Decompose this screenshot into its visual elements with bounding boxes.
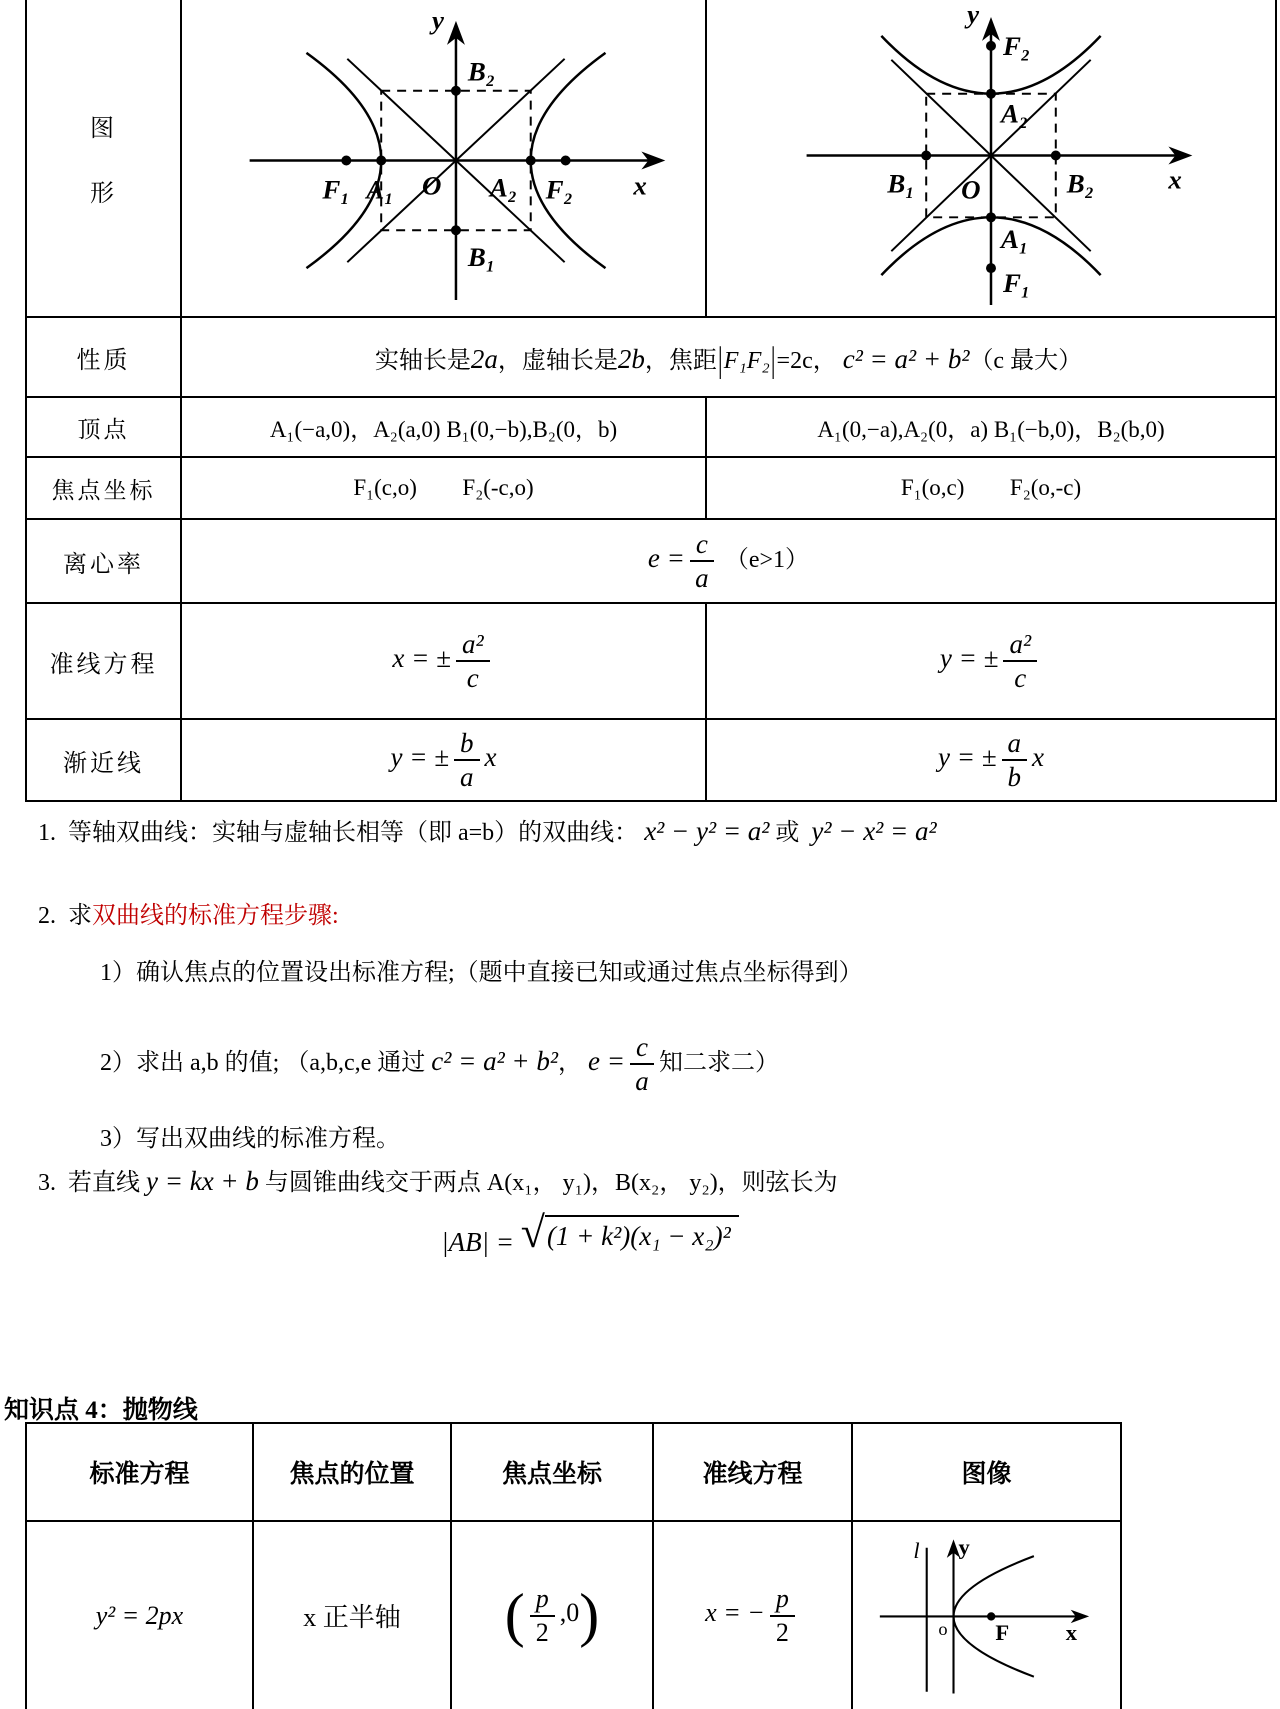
cell-properties (181, 317, 1276, 397)
coord-denominator: 2 (535, 1617, 549, 1647)
directrix-numerator: p (770, 1584, 795, 1616)
abs-bar: | (770, 340, 776, 380)
a2-label: A₂ (1000, 98, 1029, 129)
b1-label: B₁ (887, 168, 915, 199)
properties-2b: 2b (617, 343, 645, 374)
cell-foci-right (706, 457, 1276, 519)
properties-c-max: （c 最大） (969, 347, 1083, 374)
properties-text: 实轴长是 (374, 347, 471, 374)
note-text: 与圆锥曲线交于两点 A(x₁， y₁)，B(x₂， y₂)，则弦长为 (264, 1170, 838, 1196)
properties-2a: 2a (470, 343, 498, 374)
a1-label: A₁ (365, 174, 394, 205)
directrix-numerator: a² (456, 629, 490, 662)
origin-label: o (937, 1618, 948, 1639)
cell-graph (852, 1521, 1121, 1709)
chord-lhs: |AB| = (441, 1227, 515, 1257)
directrix-denominator: 2 (775, 1617, 789, 1647)
focus-f1: F₁(o,c) (900, 475, 965, 500)
properties-text: ，虚轴长是 (497, 347, 618, 374)
a2-label: A₂ (489, 172, 517, 203)
hyperbola-x-diagram (194, 1, 694, 315)
eccentricity-condition: （e>1） (724, 546, 810, 573)
directrix-label: l (912, 1537, 920, 1563)
header-focus-position: 焦点的位置 (253, 1423, 451, 1521)
cell-directrix (653, 1521, 852, 1709)
f1-label: F₁ (1002, 268, 1031, 299)
focus-f2: F₂(-c,o) (462, 475, 534, 500)
right-paren: ) (579, 1582, 600, 1649)
parabola-diagram (857, 1526, 1117, 1706)
hyperbola-properties-table (25, 0, 1277, 802)
directrix-lhs: y = ± (939, 642, 999, 673)
asymptote-numerator: b (454, 728, 480, 761)
directrix-lhs: x = ± (392, 642, 451, 673)
f2-label: F₂ (545, 174, 573, 205)
note-text: 等轴双曲线：实轴与虚轴长相等（即 a=b）的双曲线： (68, 820, 639, 846)
step-1: 1）确认焦点的位置设出标准方程;（题中直接已知或通过焦点坐标得到） (100, 960, 863, 986)
graph-label-char2: 形 (90, 181, 117, 207)
c-squared-formula: c² = a² + b² (842, 343, 970, 374)
cell-eccentricity (181, 519, 1276, 603)
step-3: 3）写出双曲线的标准方程。 (100, 1126, 400, 1152)
coord-numerator: p (530, 1584, 555, 1616)
x-axis-label: x (632, 170, 647, 201)
directrix-denominator: c (466, 663, 479, 693)
cell-focus-coordinates (451, 1521, 653, 1709)
eccentricity-numerator: c (630, 1032, 654, 1065)
f1-label: F₁ (321, 174, 350, 205)
header-standard-equation: 标准方程 (26, 1423, 253, 1521)
row-label-asymptotes: 渐近线 (26, 719, 181, 801)
row-vertices (26, 397, 1276, 457)
cell-vertices-left: A₁(−a,0)，A₂(a,0) B₁(0,−b),B₂(0，b) (181, 397, 706, 457)
b2-label: B₂ (1066, 168, 1095, 199)
note-text: 若直线 (68, 1170, 140, 1196)
step-2 (100, 1032, 779, 1096)
parabola-table (25, 1422, 1122, 1709)
row-label-properties: 性质 (26, 317, 181, 397)
note-or: 或 (775, 820, 800, 846)
coord-rest: ,0 (559, 1598, 580, 1628)
note-equilateral-hyperbola (38, 812, 937, 847)
row-label-eccentricity: 离心率 (26, 519, 181, 603)
row-label-graph (26, 0, 181, 317)
section-heading-parabola: 知识点 4：抛物线 (4, 1397, 198, 1424)
step-text: 知二求二） (658, 1049, 779, 1076)
focus-label: F (994, 1619, 1009, 1645)
cell-asymptote-left (181, 719, 706, 801)
focus-f1: F₁(c,o) (353, 475, 417, 500)
eccentricity-lhs: e = (588, 1045, 625, 1076)
formula-c2: c² = a² + b² (431, 1045, 558, 1076)
formula-x2-y2: x² − y² = a² (644, 816, 770, 846)
asymptote-rhs: x (484, 741, 497, 772)
header-directrix-equation: 准线方程 (653, 1423, 852, 1521)
note-text: 求 (68, 903, 92, 929)
parabola-header-row (26, 1423, 1121, 1521)
chord-radicand: (1 + k²)(x₁ − x₂)² (545, 1215, 739, 1252)
row-eccentricity (26, 519, 1276, 603)
asymptote-lhs: y = ± (390, 741, 450, 772)
left-paren: ( (504, 1582, 525, 1649)
formula-y2-x2: y² − x² = a² (811, 816, 937, 846)
row-label-foci: 焦点坐标 (26, 457, 181, 519)
cell-focus-position: x 正半轴 (253, 1521, 451, 1709)
note-chord-length (38, 1162, 838, 1197)
x-axis-label: x (1168, 164, 1182, 195)
note-number: 1. (38, 820, 56, 846)
asymptote-lhs: y = ± (937, 741, 997, 772)
x-axis-label: x (1065, 1619, 1077, 1645)
note-standard-equation-steps (38, 895, 339, 930)
directrix-lhs: x = − (705, 1598, 765, 1628)
row-asymptotes (26, 719, 1276, 801)
b1-label: B₁ (467, 242, 495, 273)
cell-graph-left (181, 0, 706, 317)
asymptote-denominator: b (1007, 762, 1022, 792)
header-graph: 图像 (852, 1423, 1121, 1521)
a1-label: A₁ (1000, 224, 1029, 255)
asymptote-denominator: a (460, 762, 474, 792)
row-graph (26, 0, 1276, 317)
note-red-text: 双曲线的标准方程步骤: (92, 903, 339, 929)
abs-bar: | (717, 340, 723, 380)
f2-label: F₂ (1002, 30, 1031, 61)
eccentricity-lhs: e = (647, 542, 685, 573)
note-number: 3. (38, 1170, 56, 1196)
note-number: 2. (38, 903, 56, 929)
cell-graph-right (706, 0, 1276, 317)
origin-label: O (961, 174, 981, 205)
radical-sign: √ (520, 1208, 545, 1257)
y-axis-label: y (431, 4, 444, 35)
eccentricity-numerator: c (690, 529, 714, 562)
asymptote-numerator: a (1002, 728, 1028, 761)
directrix-denominator: c (1014, 663, 1027, 693)
origin-label: O (421, 170, 442, 201)
b2-label: B₂ (467, 56, 495, 87)
row-foci (26, 457, 1276, 519)
cell-directrix-right (706, 603, 1276, 719)
y-axis-label: y (967, 1, 980, 29)
hyperbola-y-diagram (741, 1, 1241, 315)
focus-f2: F₂(o,-c) (1009, 475, 1082, 500)
eccentricity-denominator: a (635, 1066, 649, 1097)
properties-2c: =2c， (776, 347, 837, 374)
cell-equation (26, 1521, 253, 1709)
parabola-data-row (26, 1521, 1121, 1709)
directrix-numerator: a² (1003, 629, 1037, 662)
eccentricity-denominator: a (695, 563, 709, 593)
formula-line: y = kx + b (146, 1166, 259, 1196)
row-directrix (26, 603, 1276, 719)
asymptote-rhs: x (1032, 741, 1044, 772)
cell-directrix-left (181, 603, 706, 719)
cell-vertices-right: A₁(0,−a),A₂(0，a) B₁(−b,0)，B₂(b,0) (706, 397, 1276, 457)
y-axis-label: y (958, 1533, 970, 1559)
chord-length-formula (0, 1208, 1180, 1259)
properties-text: ，焦距 (644, 347, 717, 374)
row-label-directrix: 准线方程 (26, 603, 181, 719)
header-focus-coordinates: 焦点坐标 (451, 1423, 653, 1521)
cell-asymptote-right (706, 719, 1276, 801)
row-properties (26, 317, 1276, 397)
graph-label-char1: 图 (90, 116, 117, 142)
parabola-equation: y² = 2px (95, 1600, 184, 1630)
step-comma: ， (558, 1049, 582, 1076)
step-text: 2）求出 a,b 的值; （a,b,c,e 通过 (100, 1049, 426, 1076)
row-label-vertices: 顶点 (26, 397, 181, 457)
cell-foci-left (181, 457, 706, 519)
focal-distance-expr: F₁F₂ (723, 347, 770, 374)
